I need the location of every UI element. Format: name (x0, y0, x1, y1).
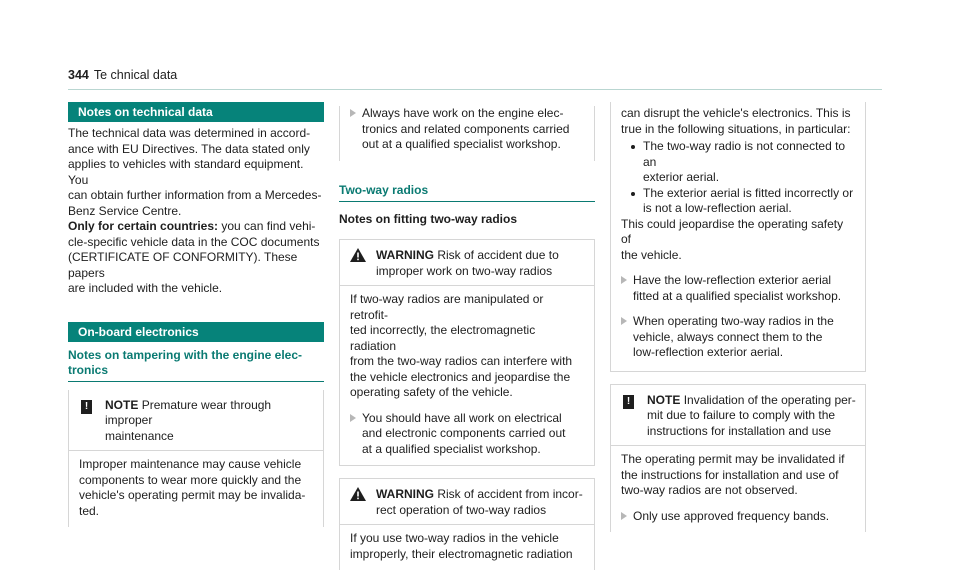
subheading-tampering: Notes on tampering with the engine elec- tronics (68, 348, 324, 382)
page-number: 344 (68, 68, 89, 82)
step-electrical-work: You should have all work on electrical and electronic components carried out at a qualified specialist workshop. (340, 411, 584, 458)
bullet-list (621, 139, 855, 217)
warning-body-2: If you use two-way radios in the vehicle improperly, their electromagnetic radiation (350, 531, 573, 561)
arrow-icon (350, 109, 356, 117)
heading-fitting-radios: Notes on fitting two-way radios (339, 211, 518, 226)
warning-triangle-icon (350, 487, 366, 501)
warning-label: WARNING (376, 487, 434, 501)
note-box: ! NOTE Premature wear through improper maintenance Improper maintenance may cause vehicle components to wear more quickly and the vehicle's operating permit may be invalida- ted. (68, 390, 324, 528)
note-label: NOTE (647, 392, 681, 407)
arrow-icon (621, 276, 627, 284)
warning-body-1: If two-way radios are manipulated or retrofit- ted incorrectly, the electromagnetic radiation from the two-way radios can interfere with the vehicle electronics and jeopardise the operating safety of the vehicle. You should have all work on electrical and electronic components carried out at a qualified specialist workshop. (340, 286, 594, 465)
subheading-two-way-radios: Two-way radios (339, 183, 595, 202)
intro-paragraph: The technical data was determined in accord- ance with EU Directives. The data stated only applies to vehicles with standard equipment. You can obtain further information from a Mercedes- Benz Service Centre. Only for certain countries: you can find vehi- cle-specific vehicle data in the COC documents (CERTIFICATE OF CONFORMITY). These papers are included with the vehicle. (68, 126, 322, 295)
list-item: The two-way radio is not connected to an exterior aerial. (621, 139, 855, 186)
arrow-icon (621, 317, 627, 325)
column-1 (68, 102, 324, 527)
heading-technical-data: Notes on technical data (68, 102, 324, 122)
countries-label: Only for certain countries: (68, 219, 219, 233)
page-header (68, 68, 882, 90)
note-body: Improper maintenance may cause vehicle components to wear more quickly and the vehicle's operating permit may be invalida- ted. (79, 457, 306, 518)
exclamation-icon: ! (623, 395, 634, 409)
arrow-icon (621, 512, 627, 520)
warning-triangle-icon (350, 248, 366, 262)
note-continuation (339, 106, 595, 161)
note-label: NOTE (105, 397, 139, 412)
heading-onboard-electronics: On-board electronics (68, 322, 324, 342)
column-3 (610, 102, 866, 532)
exclamation-icon: ! (81, 400, 92, 414)
step-aerial-fitting: Have the low-reflection exterior aerial fitted at a qualified specialist workshop. (611, 273, 855, 304)
warning-continuation: can disrupt the vehicle's electronics. This is true in the following situations, in particular: The two-way radio is not connected to an exterior aerial. The exterior aerial is fitted incorrectly or is not a low-reflection aerial. This could jeopardise the operating safety of the vehicle. Have the low-reflection exterior aerial fitted at a qualified specialist workshop. When operating two-way radios in the vehicle, always connect them to the low-reflection exterior aerial. (610, 102, 866, 372)
warning-label: WARNING (376, 248, 434, 262)
note-box-operating-permit: ! NOTE Invalidation of the operating per- mit due to failure to comply with the instructions for installation and use The operating permit may be invalidated if the instructions for installation and use of two-way radios are not observed. Only use approved frequency bands. (610, 384, 866, 533)
arrow-icon (350, 414, 356, 422)
list-item: The exterior aerial is fitted incorrectly or is not a low-reflection aerial. (621, 186, 855, 217)
step-connect-aerial: When operating two-way radios in the vehicle, always connect them to the low-reflection exterior aerial. (611, 314, 855, 361)
step-engine-work: Always have work on the engine elec- tronics and related components carried out at a qualified specialist workshop. (340, 106, 594, 153)
column-2 (339, 102, 595, 570)
warning-box-2: WARNING Risk of accident from incor- rect operation of two-way radios If you use two-way radios in the vehicle improperly, their electromagnetic radiation (339, 478, 595, 570)
step-frequency-bands: Only use approved frequency bands. (611, 509, 855, 525)
warning-box-1: WARNING Risk of accident due to improper work on two-way radios If two-way radios are manipulated or retrofit- ted incorrectly, the electromagnetic radiation from the two-way radios can interfere with the vehicle electronics and jeopardise the operating safety of the vehicle. You should have all work on electrical and electronic components carried out at a qualified specialist workshop. (339, 239, 595, 466)
section-title: Te chnical data (93, 68, 178, 82)
note-body: The operating permit may be invalidated if the instructions for installation and use of two-way radios are not observed. Only use approved frequency bands. (611, 446, 865, 532)
